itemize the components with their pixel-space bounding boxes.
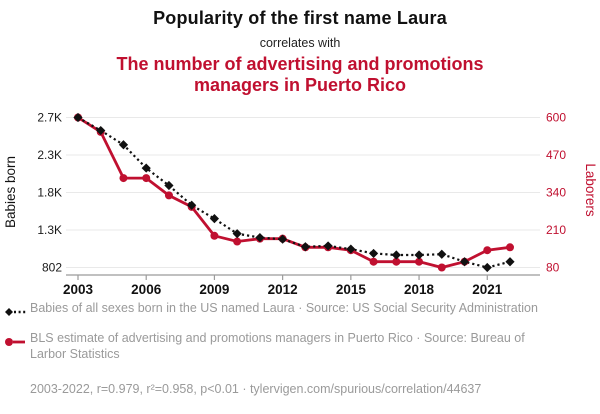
y-left-axis-title: Babies born — [3, 155, 18, 229]
data-point-managers — [210, 232, 218, 240]
stats-and-source-url: 2003-2022, r=0.979, r²=0.958, p<0.01 · tylervigen.com/spurious/correlation/44637 — [30, 382, 482, 396]
x-tick-label: 2003 — [62, 282, 94, 297]
data-point-laura — [437, 250, 446, 259]
legend-item-laura — [4, 301, 576, 322]
data-point-managers — [370, 258, 378, 266]
legend-item-label: Babies of all sexes born in the US named Laura · Source: US Social Security Administration — [30, 301, 538, 315]
x-tick-label: 2009 — [199, 282, 230, 297]
y-right-tick-label: 470 — [546, 148, 567, 162]
y-axis-right-labels — [546, 111, 566, 275]
x-tick-label: 2006 — [131, 282, 162, 297]
x-axis — [66, 275, 540, 280]
y-left-tick-label: 1.3K — [37, 223, 62, 237]
data-point-managers — [506, 243, 514, 251]
y-right-tick-label: 210 — [546, 223, 567, 237]
y-right-tick-label: 340 — [546, 185, 567, 200]
data-point-laura — [369, 249, 378, 258]
y-left-tick-label: 802 — [41, 260, 62, 275]
legend-item-managers — [4, 331, 576, 362]
x-tick-label: 2015 — [335, 282, 366, 297]
data-point-laura — [483, 263, 492, 272]
x-axis-labels — [63, 282, 503, 297]
y-right-tick-label: 600 — [546, 110, 567, 125]
legend-item-label: BLS estimate of advertising and promotions managers in Puerto Rico · Source: Bureau of Larbor Statistics — [30, 331, 525, 361]
chart — [0, 100, 600, 300]
data-point-managers — [438, 264, 446, 272]
data-point-managers — [165, 191, 173, 199]
data-point-laura — [210, 214, 219, 223]
y-left-tick-label: 2.3K — [37, 148, 62, 162]
data-point-managers — [119, 174, 127, 182]
red-circle-solid-icon — [4, 331, 30, 352]
page-title: Popularity of the first name Laura — [153, 8, 447, 28]
data-point-laura — [278, 235, 287, 244]
x-tick-label: 2012 — [267, 282, 298, 297]
y-axis-left-labels — [37, 111, 62, 275]
y-left-tick-label: 1.8K — [37, 185, 62, 200]
data-point-laura — [392, 250, 401, 259]
y-left-tick-label: 2.7K — [37, 110, 62, 125]
data-point-managers — [233, 238, 241, 246]
x-tick-label: 2021 — [472, 282, 503, 297]
secondary-title: The number of advertising and promotions managers in Puerto Rico — [116, 54, 484, 95]
data-point-laura — [301, 242, 310, 251]
black-diamond-dashed-icon — [4, 301, 30, 322]
data-point-laura — [414, 250, 423, 259]
correlates-with-label: correlates with — [259, 36, 341, 50]
data-point-managers — [483, 246, 491, 254]
y-right-axis-title: Laborers — [583, 163, 598, 217]
data-point-managers — [142, 174, 150, 182]
x-tick-label: 2018 — [404, 282, 435, 297]
data-point-laura — [505, 257, 514, 266]
legend — [4, 301, 576, 371]
y-right-tick-label: 80 — [546, 260, 560, 275]
